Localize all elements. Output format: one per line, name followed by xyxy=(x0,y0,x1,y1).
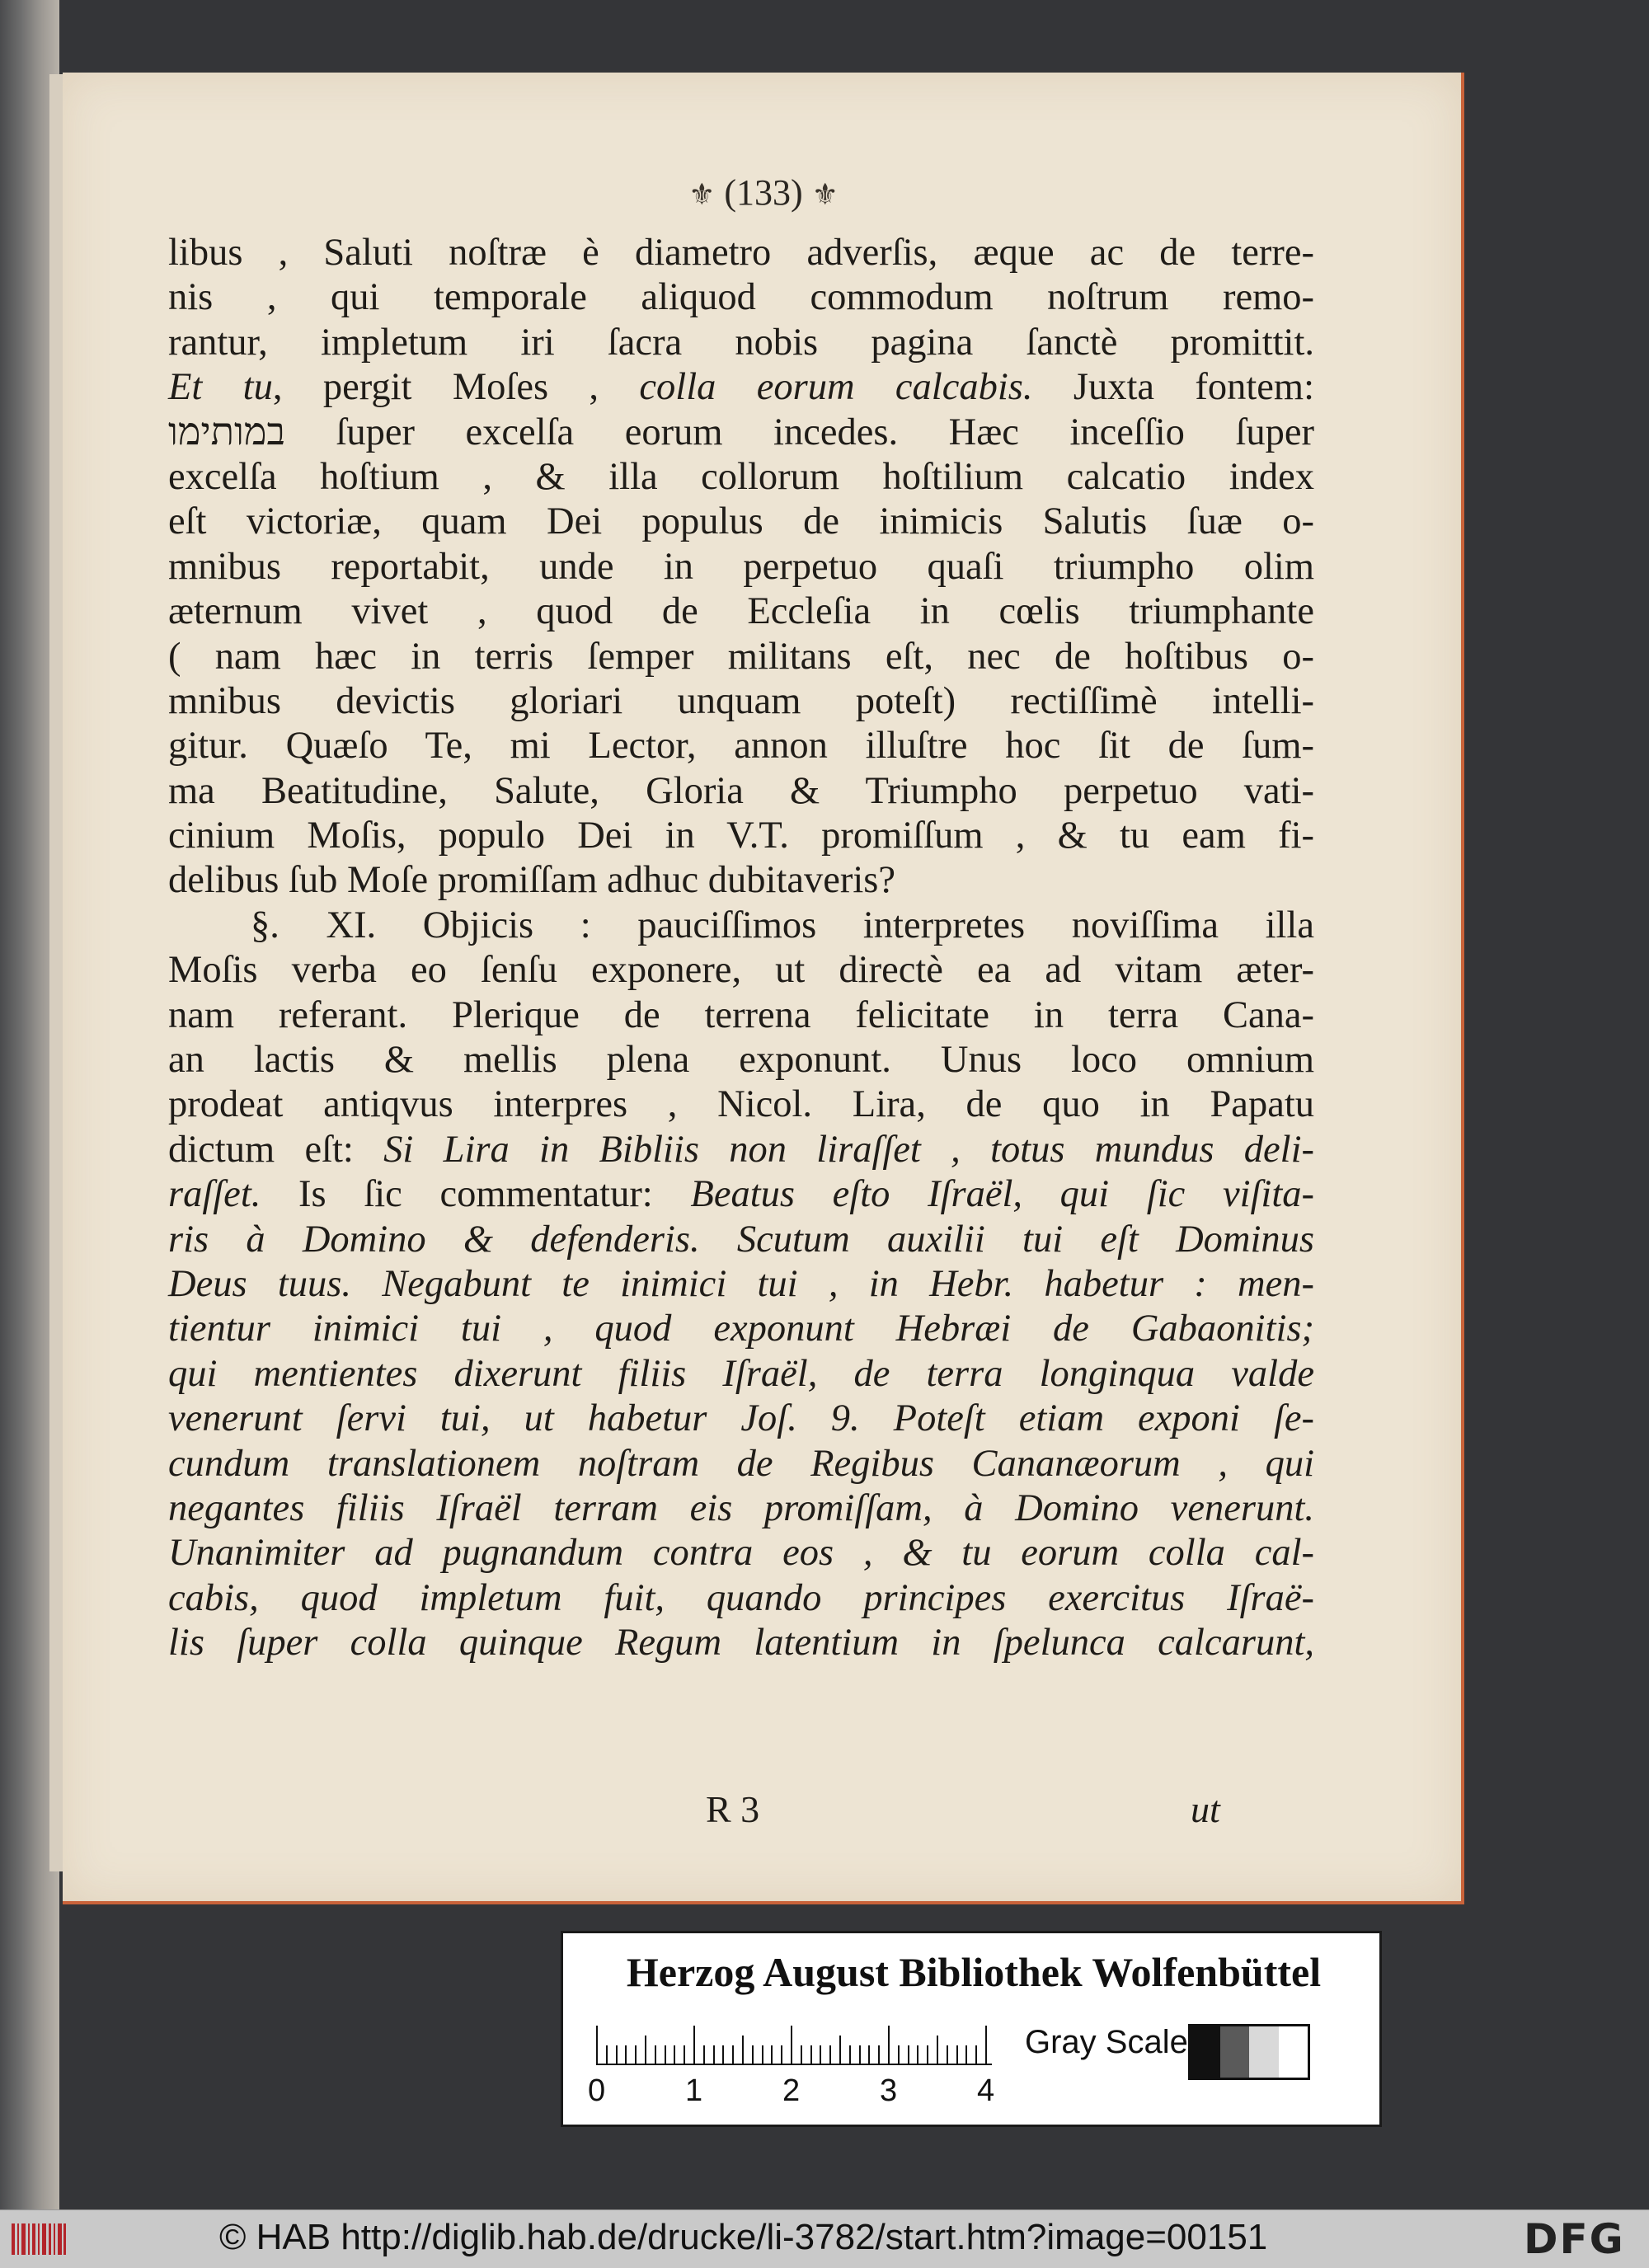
gray-swatch xyxy=(1191,2026,1220,2078)
text-line xyxy=(168,1531,1314,1575)
roman-text: prodeat antiqvus interpres , Nicol. Lira, de quo in Papatu xyxy=(168,1083,1314,1126)
ruler-tick xyxy=(917,2045,918,2065)
barcode-icon xyxy=(10,2220,68,2258)
roman-text: nam referant. Plerique de terrena felicitate in terra Cana- xyxy=(168,993,1314,1036)
body-text xyxy=(168,231,1314,1666)
roman-text: Moſis verba eo ſenſu exponere, ut directè ea ad vitam æter- xyxy=(168,949,1314,992)
text-line xyxy=(168,365,1314,410)
roman-text: במותימו ſuper excelſa eorum incedes. Hæc inceſſio ſuper xyxy=(168,411,1314,453)
italic-text: ris à Domino & defenderis. Scutum auxilii tui eſt Dominus xyxy=(168,1218,1314,1261)
gray-scale-swatches xyxy=(1188,2024,1310,2080)
ruler-tick xyxy=(791,2026,792,2065)
ruler-tick xyxy=(655,2045,656,2065)
ruler-tick xyxy=(947,2045,948,2065)
gray-swatch xyxy=(1220,2026,1250,2078)
text-line xyxy=(168,589,1314,634)
text-line xyxy=(168,724,1314,768)
text-line xyxy=(168,814,1314,858)
text-line xyxy=(168,679,1314,724)
ruler-tick xyxy=(762,2045,763,2065)
text-line xyxy=(168,1486,1314,1531)
text-line xyxy=(168,769,1314,814)
roman-text: mnibus devictis gloriari unquam poteſt) rectiſſimè intelli- xyxy=(168,679,1314,722)
text-line xyxy=(168,545,1314,589)
italic-text: lis ſuper colla quinque Regum latentium in ſpelunca calcarunt, xyxy=(168,1622,1314,1665)
ruler-tick xyxy=(801,2045,802,2065)
italic-text: Beatus eſto Iſraël, qui ſic viſita- xyxy=(690,1173,1314,1216)
book-page xyxy=(63,73,1464,1904)
ruler-tick xyxy=(839,2036,841,2065)
ruler-tick xyxy=(771,2045,773,2065)
ruler-tick xyxy=(722,2045,724,2065)
roman-text: Juxta fontem: xyxy=(1032,366,1314,409)
italic-text: colla eorum calcabis. xyxy=(639,366,1033,409)
ruler-tick xyxy=(985,2026,987,2065)
text-line xyxy=(168,1576,1314,1621)
ruler-tick xyxy=(937,2036,938,2065)
right-ornament-icon: ⚜ xyxy=(811,178,839,211)
ruler-tick xyxy=(703,2045,705,2065)
roman-text: rantur, impletum iri ſacra nobis pagina ſanctè promittit. xyxy=(168,321,1314,364)
ruler-tick xyxy=(742,2036,744,2065)
italic-text: Et tu xyxy=(168,366,273,409)
ruler-tick xyxy=(868,2045,870,2065)
ruler-tick xyxy=(859,2045,861,2065)
ruler-tick xyxy=(732,2045,734,2065)
roman-text: cinium Moſis, populo Dei in V.T. promiſſum , & tu eam fi- xyxy=(168,815,1314,857)
text-line xyxy=(168,1352,1314,1397)
library-color-target xyxy=(561,1931,1382,2127)
text-line xyxy=(168,1038,1314,1082)
text-line xyxy=(168,455,1314,500)
roman-text: libus , Saluti noſtræ è diametro adverſis, æque ac de terre- xyxy=(168,232,1314,274)
text-line xyxy=(168,993,1314,1038)
roman-text: gitur. Quæſo Te, mi Lector, annon illuſtre hoc ſit de ſum- xyxy=(168,725,1314,768)
ruler-tick xyxy=(693,2026,695,2065)
ruler-tick xyxy=(888,2026,890,2065)
ruler-tick xyxy=(674,2045,675,2065)
text-line xyxy=(168,275,1314,320)
ruler-tick xyxy=(898,2045,900,2065)
adjacent-page-strip xyxy=(49,74,63,1871)
text-line xyxy=(168,1621,1314,1665)
ruler-tick xyxy=(713,2045,715,2065)
ruler-tick xyxy=(665,2045,666,2065)
text-line xyxy=(168,411,1314,455)
signature-mark: R 3 xyxy=(706,1788,760,1830)
text-line xyxy=(168,1442,1314,1486)
italic-text: venerunt ſervi tui, ut habetur Joſ. 9. Poteſt etiam exponi ſe- xyxy=(168,1397,1314,1440)
ruler-tick xyxy=(752,2045,754,2065)
ruler-tick xyxy=(927,2045,928,2065)
roman-text: nis , qui temporale aliquod commodum noſtrum remo- xyxy=(168,276,1314,319)
text-line xyxy=(168,1262,1314,1307)
ruler-tick xyxy=(878,2045,880,2065)
roman-text: §. XI. Objicis : pauciſſimos interpretes noviſſima illa xyxy=(251,904,1314,946)
viewer-footer xyxy=(0,2209,1649,2268)
ruler-tick xyxy=(849,2045,851,2065)
italic-text: tientur inimici tui , quod exponunt Hebræi de Gabaonitis; xyxy=(168,1308,1314,1350)
text-line xyxy=(168,904,1314,948)
roman-text: ma Beatitudine, Salute, Gloria & Triumpho perpetuo vati- xyxy=(168,769,1314,812)
ruler-tick xyxy=(606,2045,608,2065)
left-ornament-icon: ⚜ xyxy=(688,178,716,211)
ruler-number: 1 xyxy=(685,2073,703,2108)
page-number: (133) xyxy=(724,172,803,213)
italic-text: Deus tuus. Negabunt te inimici tui , in Hebr. habetur : men- xyxy=(168,1262,1314,1305)
page-header xyxy=(63,171,1464,214)
text-line xyxy=(168,1082,1314,1127)
text-line xyxy=(168,1128,1314,1172)
roman-text: eſt victoriæ, quam Dei populus de inimicis Salutis ſuæ o- xyxy=(168,500,1314,543)
italic-text: qui mentientes dixerunt filiis Iſraël, de terra longinqua valde xyxy=(168,1352,1314,1395)
ruler-tick xyxy=(975,2045,977,2065)
ruler-tick xyxy=(645,2036,646,2065)
copyright-url[interactable]: © HAB http://diglib.hab.de/drucke/li-3782/start.htm?image=00151 xyxy=(219,2217,1268,2257)
italic-text: Si Lira in Bibliis non liraſſet , totus mundus deli- xyxy=(383,1128,1314,1171)
ruler-number: 2 xyxy=(782,2073,801,2108)
ruler-tick xyxy=(625,2045,627,2065)
text-line xyxy=(168,1397,1314,1441)
ruler-tick xyxy=(810,2045,812,2065)
library-name: Herzog August Bibliothek Wolfenbüttel xyxy=(626,1949,1322,1995)
italic-text: negantes filiis Iſraël terram eis promiſſam, à Domino venerunt. xyxy=(168,1486,1314,1529)
text-line xyxy=(168,321,1314,365)
text-line xyxy=(168,1172,1314,1217)
italic-text: cundum translationem noſtram de Regibus Cananæorum , qui xyxy=(168,1442,1314,1485)
text-line xyxy=(168,231,1314,275)
ruler-tick xyxy=(820,2045,821,2065)
ruler-tick xyxy=(781,2045,782,2065)
gray-swatch xyxy=(1249,2026,1279,2078)
text-line xyxy=(168,948,1314,993)
gray-swatch xyxy=(1279,2026,1308,2078)
text-line xyxy=(168,500,1314,544)
roman-text: excelſa hoſtium , & illa collorum hoſtilium calcatio index xyxy=(168,455,1314,498)
roman-text: , pergit Moſes , xyxy=(272,366,640,409)
text-line xyxy=(168,635,1314,679)
roman-text: ( nam hæc in terris ſemper militans eſt, nec de hoſtibus o- xyxy=(168,635,1314,678)
ruler-tick xyxy=(596,2026,598,2065)
italic-text: raſſet. xyxy=(168,1173,261,1216)
ruler-tick xyxy=(965,2045,967,2065)
ruler-number: 4 xyxy=(977,2073,995,2108)
roman-text: æternum vivet , quod de Eccleſia in cœlis triumphante xyxy=(168,590,1314,633)
ruler-number: 3 xyxy=(880,2073,898,2108)
text-line xyxy=(168,1218,1314,1262)
text-line xyxy=(168,858,1314,903)
catchword: ut xyxy=(1191,1788,1220,1830)
italic-text: Unanimiter ad pugnandum contra eos , & tu eorum colla cal- xyxy=(168,1532,1314,1575)
roman-text: an lactis & mellis plena exponunt. Unus loco omnium xyxy=(168,1039,1314,1082)
roman-text: Is ſic commentatur: xyxy=(261,1173,691,1216)
ruler-tick xyxy=(684,2045,685,2065)
dfg-logo: DFG xyxy=(1524,2215,1625,2263)
roman-text: delibus ſub Moſe promiſſam adhuc dubitaveris? xyxy=(168,859,896,902)
ruler-number: 0 xyxy=(588,2073,606,2108)
gray-scale-label: Gray Scale xyxy=(1025,2024,1188,2060)
roman-text: mnibus reportabit, unde in perpetuo quaſi triumpho olim xyxy=(168,545,1314,588)
ruler-tick xyxy=(908,2045,909,2065)
ruler-tick xyxy=(635,2045,637,2065)
ruler-tick xyxy=(616,2045,618,2065)
italic-text: cabis, quod impletum fuit, quando principes exercitus Iſraë- xyxy=(168,1576,1314,1619)
roman-text: dictum eſt: xyxy=(168,1128,384,1171)
page-footer xyxy=(63,1787,1464,1837)
ruler-tick xyxy=(956,2045,958,2065)
text-line xyxy=(168,1307,1314,1351)
ruler-tick xyxy=(829,2045,831,2065)
